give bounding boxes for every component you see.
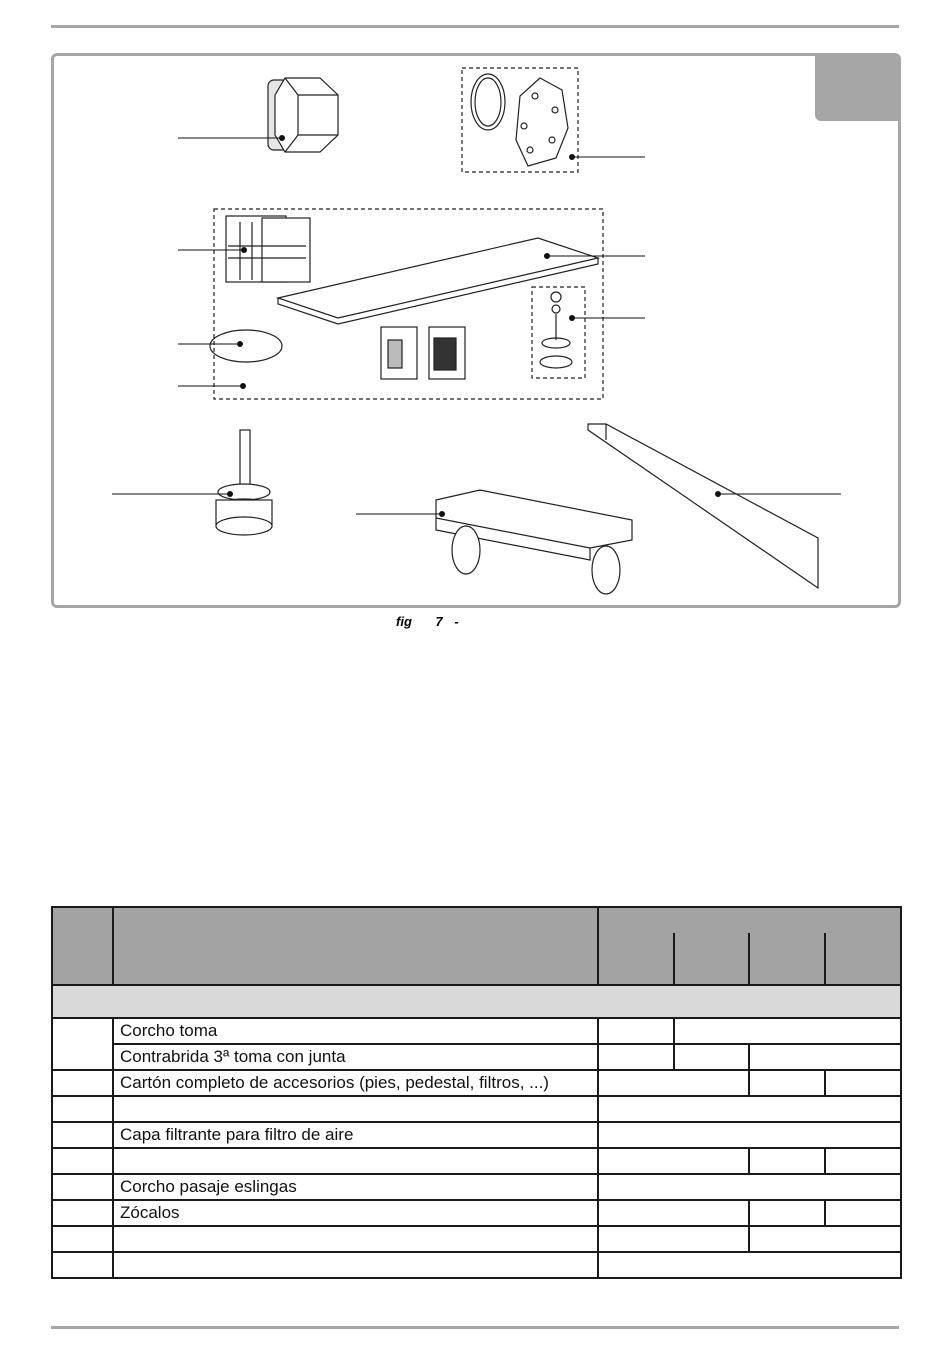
row-desc-cell: Zócalos xyxy=(113,1200,598,1226)
table-row xyxy=(52,1070,901,1096)
accessories-table xyxy=(51,906,902,1279)
row-value-cell xyxy=(674,1044,749,1070)
row-value-cell xyxy=(749,1070,825,1096)
support-foot-drawing xyxy=(216,430,272,535)
gasket-ring-drawing xyxy=(471,74,505,130)
row-desc-cell xyxy=(113,1252,598,1278)
row-value-cell xyxy=(598,1044,674,1070)
header-num-cell xyxy=(52,907,113,985)
row-value-cell xyxy=(598,1070,749,1096)
row-desc-cell xyxy=(113,1226,598,1252)
table-row xyxy=(52,1226,901,1252)
table-row xyxy=(52,1096,901,1122)
caption-prefix: fig xyxy=(396,614,412,629)
table-row xyxy=(52,1148,901,1174)
row-value-cell xyxy=(598,1122,901,1148)
header-models-cell xyxy=(598,907,901,933)
counter-flange-drawing xyxy=(516,78,568,166)
trolley-drawing xyxy=(436,490,632,594)
row-value-cell xyxy=(598,1252,901,1278)
row-value-cell xyxy=(825,1148,901,1174)
filter-box-drawing xyxy=(226,216,310,282)
row-num-cell xyxy=(52,1148,113,1174)
row-desc-cell: Capa filtrante para filtro de aire xyxy=(113,1122,598,1148)
plinth-channel-drawing xyxy=(588,424,818,588)
row-num-cell xyxy=(52,1200,113,1226)
foot-screw-kit-drawing xyxy=(540,292,572,368)
row-value-cell xyxy=(598,1096,901,1122)
row-num-cell xyxy=(52,1096,113,1122)
row-value-cell xyxy=(598,1148,749,1174)
table-header-row-1 xyxy=(52,907,901,933)
row-num-cell xyxy=(52,1174,113,1200)
row-desc-cell: Cartón completo de accesorios (pies, pedestal, filtros, ...) xyxy=(113,1070,598,1096)
filter-layer-board-drawing xyxy=(278,238,598,324)
row-value-cell xyxy=(749,1148,825,1174)
bottom-rule xyxy=(51,1326,899,1329)
row-num-cell xyxy=(52,1070,113,1096)
row-desc-cell: Corcho pasaje eslingas xyxy=(113,1174,598,1200)
filter-disc-drawing xyxy=(210,330,282,362)
row-desc-cell xyxy=(113,1148,598,1174)
row-desc-cell xyxy=(113,1096,598,1122)
row-num-cell xyxy=(52,1226,113,1252)
caption-dash: - xyxy=(454,614,459,629)
table-row xyxy=(52,1252,901,1278)
table-row xyxy=(52,1200,901,1226)
header-model-cell xyxy=(674,933,749,985)
header-model-cell xyxy=(598,933,674,985)
row-desc-cell: Corcho toma xyxy=(113,1018,598,1044)
row-value-cell xyxy=(749,1044,901,1070)
row-num-cell xyxy=(52,1018,113,1070)
accessories-illustration xyxy=(0,0,950,610)
row-num-cell xyxy=(52,1252,113,1278)
table-row xyxy=(52,1018,901,1044)
table-row xyxy=(52,1122,901,1148)
header-model-cell xyxy=(825,933,901,985)
row-num-cell xyxy=(52,1122,113,1148)
row-value-cell xyxy=(825,1070,901,1096)
table-row xyxy=(52,1044,901,1070)
table-row xyxy=(52,1174,901,1200)
row-value-cell xyxy=(598,1226,749,1252)
row-value-cell xyxy=(598,1200,749,1226)
section-cell xyxy=(52,985,901,1018)
figure-caption xyxy=(396,614,459,629)
table-section-row xyxy=(52,985,901,1018)
header-model-cell xyxy=(749,933,825,985)
row-value-cell xyxy=(598,1174,901,1200)
row-desc-cell: Contrabrida 3ª toma con junta xyxy=(113,1044,598,1070)
row-value-cell xyxy=(749,1226,901,1252)
caption-number: 7 xyxy=(435,614,443,629)
header-desc-cell xyxy=(113,907,598,985)
manual-booklets-drawing xyxy=(381,327,465,379)
plug-cap-drawing xyxy=(268,78,338,152)
row-value-cell xyxy=(598,1018,674,1044)
row-value-cell xyxy=(825,1200,901,1226)
row-value-cell xyxy=(749,1200,825,1226)
row-value-cell xyxy=(674,1018,901,1044)
